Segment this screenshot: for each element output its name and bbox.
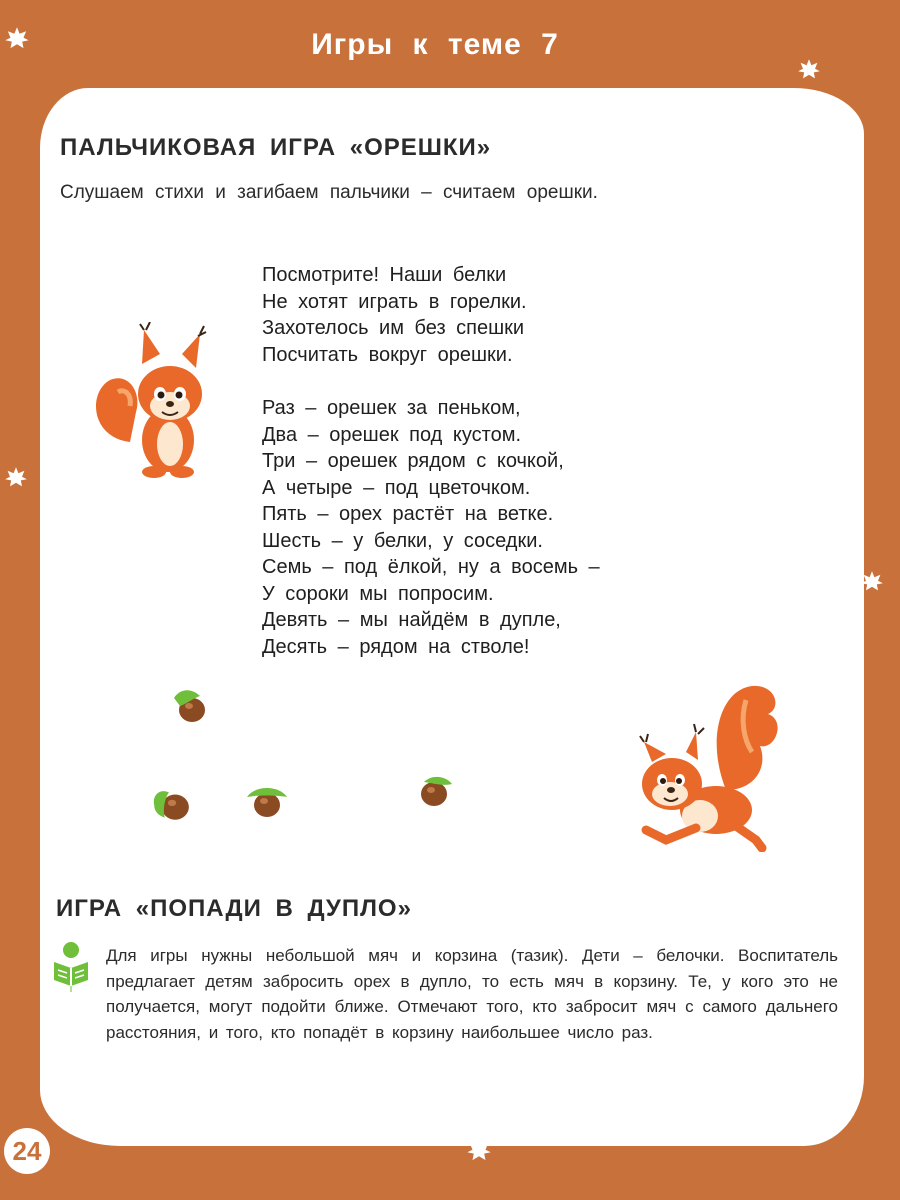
poem-line: А четыре – под цветочком. (262, 476, 531, 499)
squirrel-illustration (636, 680, 786, 852)
squirrel-illustration (90, 322, 210, 482)
game-description: Для игры нужны небольшой мяч и корзина (тазик). Дети – белочки. Воспитатель предлагает детям забросить орех в дупло, то есть мяч в корзину. Те, у кого это не получается, могут подойти ближе. Отмечают того, кто забросит мяч с самого дальнего расстояния, и того, кто попадёт в корзину наибольшее число раз. (106, 946, 838, 1042)
poem-line: Три – орешек рядом с кочкой, (262, 450, 564, 472)
poem-line: Пять – орех растёт на ветке. (262, 503, 554, 525)
hazelnut-icon (245, 780, 289, 822)
hazelnut-icon (414, 772, 456, 812)
hazelnut-icon (150, 784, 192, 826)
section-intro: Слушаем стихи и загибаем пальчики – считаем орешки. (60, 182, 598, 203)
poem-line: Девять – мы найдём в дупле, (262, 609, 561, 631)
hazelnut-icon (170, 686, 210, 726)
poem-line: Посчитать вокруг орешки. (262, 343, 513, 366)
poem-line: Шесть – у белки, у соседки. (262, 529, 543, 552)
section-title-hollow-game: ИГРА «ПОПАДИ В ДУПЛО» (56, 895, 412, 922)
poem-line: Раз – орешек за пеньком, (262, 397, 521, 419)
maple-leaf-icon (4, 466, 28, 490)
section-title-finger-game: ПАЛЬЧИКОВАЯ ИГРА «ОРЕШКИ» (60, 134, 492, 161)
poem-line: Не хотят играть в горелки. (262, 290, 527, 313)
reading-child-icon (52, 940, 90, 992)
poem-line: Захотелось им без спешки (262, 317, 525, 339)
poem-line: У сороки мы попросим. (262, 582, 494, 605)
poem (262, 262, 600, 660)
poem-line: Посмотрите! Наши белки (262, 264, 507, 286)
poem-line: Два – орешек под кустом. (262, 423, 522, 446)
poem-line: Десять – рядом на стволе! (262, 635, 530, 658)
page-number: 24 (4, 1128, 50, 1174)
page-header-title: Игры к теме 7 (311, 28, 559, 61)
poem-line: Семь – под ёлкой, ну а восемь – (262, 556, 600, 578)
